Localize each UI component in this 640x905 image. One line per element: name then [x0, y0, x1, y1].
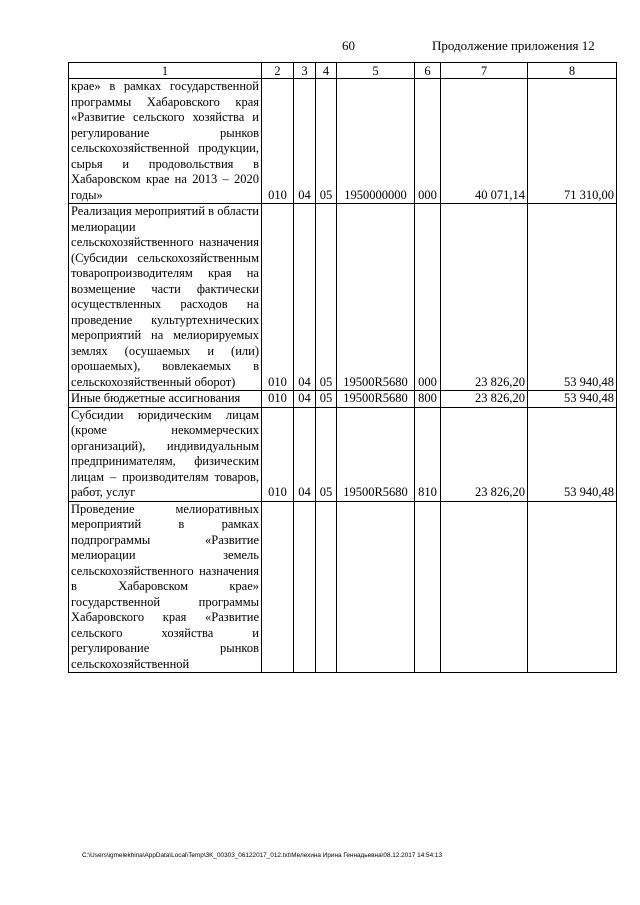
column-header: 6 — [415, 63, 441, 79]
amount-2018-cell: 23 826,20 — [441, 204, 528, 391]
target-article-cell: 19500R5680 — [337, 204, 415, 391]
column-header: 5 — [337, 63, 415, 79]
amount-2019-cell: 53 940,48 — [528, 391, 617, 408]
amount-2019-cell: 71 310,00 — [528, 79, 617, 204]
column-header: 7 — [441, 63, 528, 79]
amount-2019-cell — [528, 501, 617, 673]
row-name-cell: Реализация мероприятий в области мелиорации сельскохозяйственного назначения (Субсидии сельскохозяйственным товаропроизводителям края на возмещение части фактически осуществленных расходов на проведение культуртехнических мероприятий на мелиорируемых землях (осушаемых и (или) орошаемых), вовлекаемых в сельскохозяйственный оборот) — [69, 204, 262, 391]
table-row — [69, 204, 617, 391]
expense-type-cell: 000 — [415, 79, 441, 204]
continuation-label: Продолжение приложения 12 — [432, 38, 595, 53]
column-header: 2 — [262, 63, 294, 79]
amount-2018-cell: 40 071,14 — [441, 79, 528, 204]
row-name-cell: крае» в рамках государственной программы Хабаровского края «Развитие сельского хозяйства и регулирование рынков сельскохозяйственной продукции, сырья и продовольствия в Хабаровском крае на 2013 – 2020 годы» — [69, 79, 262, 204]
target-article-cell: 19500R5680 — [337, 391, 415, 408]
expense-type-cell: 810 — [415, 407, 441, 501]
subsection-code-cell: 05 — [316, 204, 337, 391]
amount-2019-cell: 53 940,48 — [528, 407, 617, 501]
subsection-code-cell — [316, 501, 337, 673]
ministry-code-cell: 010 — [262, 79, 294, 204]
section-code-cell: 04 — [294, 407, 316, 501]
amount-2019-cell: 53 940,48 — [528, 204, 617, 391]
target-article-cell: 19500R5680 — [337, 407, 415, 501]
subsection-code-cell: 05 — [316, 407, 337, 501]
target-article-cell — [337, 501, 415, 673]
row-name-cell: Субсидии юридическим лицам (кроме некоммерческих организаций), индивидуальным предпринимателям, физическим лицам – производителям товаров, работ, услуг — [69, 407, 262, 501]
amount-2018-cell: 23 826,20 — [441, 407, 528, 501]
amount-2018-cell: 23 826,20 — [441, 391, 528, 408]
target-article-cell: 1950000000 — [337, 79, 415, 204]
column-header: 3 — [294, 63, 316, 79]
table-row — [69, 391, 617, 408]
section-code-cell: 04 — [294, 391, 316, 408]
amount-2018-cell — [441, 501, 528, 673]
column-header: 4 — [316, 63, 337, 79]
subsection-code-cell: 05 — [316, 79, 337, 204]
column-header: 8 — [528, 63, 617, 79]
row-name-cell: Иные бюджетные ассигнования — [69, 391, 262, 408]
expense-type-cell: 800 — [415, 391, 441, 408]
subsection-code-cell: 05 — [316, 391, 337, 408]
table-row — [69, 501, 617, 673]
section-code-cell — [294, 501, 316, 673]
ministry-code-cell: 010 — [262, 407, 294, 501]
budget-table — [68, 62, 617, 673]
file-path-footer: C:\Users\igmelekhina\AppData\Local\Temp\3K_00303_06122017_012.txt\Мелехина Ирина Геннадьевна\08.12.2017 14:54:13 — [82, 852, 443, 859]
page-number: 60 — [342, 38, 355, 53]
row-name-cell: Проведение мелиоративных мероприятий в рамках подпрограммы «Развитие мелиорации земель сельскохозяйственного назначения в Хабаровском крае» государственной программы Хабаровского края «Развитие сельского хозяйства и регулирование рынков сельскохозяйственной — [69, 501, 262, 673]
ministry-code-cell: 010 — [262, 204, 294, 391]
ministry-code-cell — [262, 501, 294, 673]
expense-type-cell — [415, 501, 441, 673]
column-header: 1 — [69, 63, 262, 79]
table-row — [69, 407, 617, 501]
table-row — [69, 79, 617, 204]
expense-type-cell: 000 — [415, 204, 441, 391]
section-code-cell: 04 — [294, 204, 316, 391]
section-code-cell: 04 — [294, 79, 316, 204]
table-header-row — [69, 63, 617, 79]
ministry-code-cell: 010 — [262, 391, 294, 408]
